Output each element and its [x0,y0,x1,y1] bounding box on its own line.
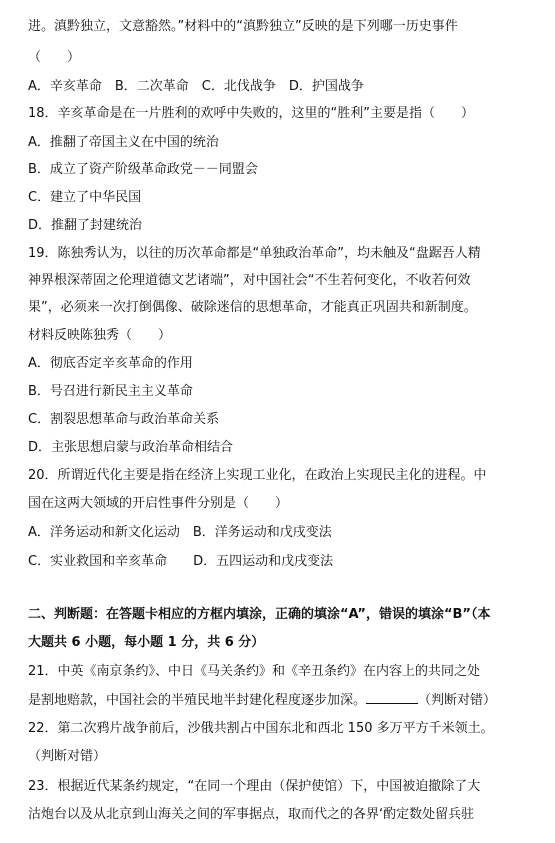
text-line: （ ） [28,50,81,65]
answer-blank [366,691,418,704]
option-c: C．建立了中华民国 [28,190,142,205]
section-heading: 大题共 6 小题，每小题 1 分，共 6 分） [28,635,265,650]
question-18-text: 18．辛亥革命是在一片胜利的欢呼中失败的，这里的“胜利”主要是指（ ） [28,106,475,121]
question-19-text: 19．陈独秀认为，以往的历次革命都是“单独政治革命”，均未触及“盘踞吾人精 [28,246,481,261]
options-line: C．实业救国和辛亥革命 D．五四运动和戊戌变法 [28,554,334,569]
question-23-text: 23．根据近代某条约规定，“在同一个理由（保护使馆）下，中国被迫撤除了大 [28,779,481,794]
judge-hint: （判断对错） [418,693,497,708]
option-b: B．成立了资产阶级革命政党－－同盟会 [28,162,258,177]
question-19-text: 果”，必须来一次打倒偶像、破除迷信的思想革命，才能真正巩固共和新制度。 [28,300,477,315]
question-23-text: 沽炮台以及从北京到山海关之间的军事据点，取而代之的各界‘酌定数处留兵驻 [28,807,475,822]
option-b: B．号召进行新民主主义革命 [28,384,193,399]
question-21-text: 21．中英《南京条约》、中日《马关条约》和《辛丑条约》在内容上的共同之处 [28,664,481,679]
judge-hint: （判断对错） [28,749,107,764]
question-21-text-part: 是割地赔款，中国社会的半殖民地半封建化程度逐步加深。 [28,693,367,708]
question-20-text: 国在这两大领域的开启性事件分别是（ ） [28,496,289,511]
question-19-text: 神界根深蒂固之伦理道德文艺诸端”，对中国社会“不生若何变化，不收若何效 [28,273,471,288]
option-a: A．推翻了帝国主义在中国的统治 [28,135,219,150]
options-line: A．辛亥革命 B．二次革命 C．北伐战争 D．护国战争 [28,79,364,94]
section-heading: 二、判断题：在答题卡相应的方框内填涂，正确的填涂“A”，错误的填涂“B”（本 [28,607,491,622]
option-a: A．彻底否定辛亥革命的作用 [28,356,193,371]
question-22-text: 22．第二次鸦片战争前后，沙俄共割占中国东北和西北 150 多万平方千米领土。 [28,721,494,736]
option-d: D．推翻了封建统治 [28,218,143,233]
question-19-text: 材料反映陈独秀（ ） [28,328,172,343]
options-line: A．洋务运动和新文化运动 B．洋务运动和戊戌变法 [28,525,332,540]
text-line: 进。滇黔独立，文意豁然。”材料中的“滇黔独立”反映的是下列哪一历史事件 [28,19,458,34]
option-c: C．割裂思想革命与政治革命关系 [28,412,220,427]
question-21-text [28,691,527,710]
option-d: D．主张思想启蒙与政治革命相结合 [28,440,234,455]
question-20-text: 20．所谓近代化主要是指在经济上实现工业化，在政治上实现民主化的进程。中 [28,468,487,483]
